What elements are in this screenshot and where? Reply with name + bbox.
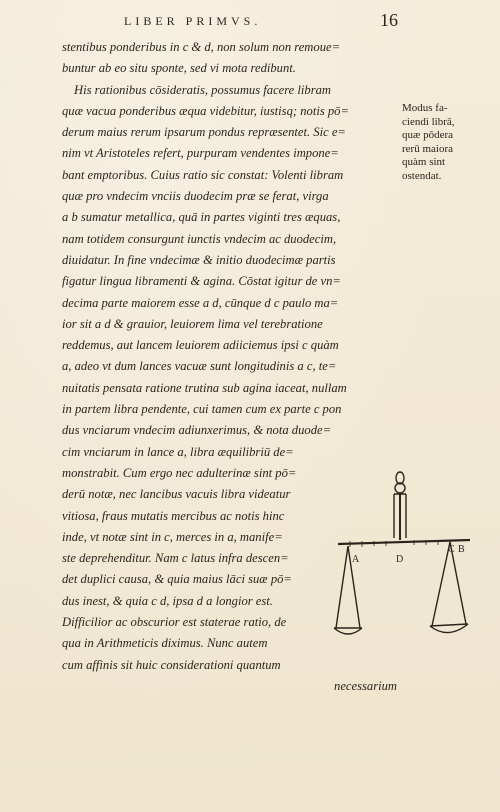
- text-line: buntur ab eo situ sponte, sed vi mota redibunt.: [62, 61, 296, 76]
- running-head: [0, 10, 500, 34]
- text-line: nuitatis pensata ratione trutina sub agina iaceat, nullam: [62, 380, 347, 395]
- text-line: reddemus, aut lancem leuiorem adiiciemus ipsi c quàm: [62, 338, 339, 353]
- text-line: decima parte maiorem esse a d, cūnque d c paulo ma=: [62, 295, 339, 310]
- figure-label-d: D: [396, 554, 404, 565]
- text-line: cim vnciarum in lance a, libra æquilibriū de=: [62, 444, 294, 459]
- text-line: a, adeo vt dum lances vacuæ sunt longitudinis a c, te=: [62, 359, 337, 374]
- text-line: monstrabit. Cum ergo nec adulterinæ sint pō=: [62, 465, 297, 480]
- text-line: in partem libra pendente, cui tamen cum ex parte c pon: [62, 402, 342, 417]
- text-line: dus vnciarum vndecim adiunxerimus, & nota duode=: [62, 423, 332, 438]
- text-line: Difficilior ac obscurior est staterae ratio, de: [62, 615, 287, 630]
- text-line: nam totidem consurgunt iunctis vndecim ac duodecim,: [62, 231, 337, 246]
- text-line: a b sumatur metallica, quā in partes viginti tres æquas,: [62, 210, 341, 225]
- text-line: derum maius rerum ipsarum pondus repræsentet. Sic e=: [62, 125, 346, 140]
- text-line: figatur lingua libramenti & agina. Cōstat igitur de vn=: [62, 274, 341, 289]
- margin-note-line: rerū maiora: [402, 142, 453, 155]
- text-line: dus inest, & quia c d, ipsa d a longior est.: [62, 593, 273, 608]
- running-title: LIBER PRIMVS.: [124, 14, 262, 28]
- balance-scale-figure: [330, 468, 480, 648]
- text-line: vitiosa, fraus mutatis mercibus ac notis hinc: [62, 508, 285, 523]
- margin-note-line: quæ pōdera: [402, 129, 454, 141]
- text-line: His rationibus cōsideratis, possumus facere libram: [74, 82, 332, 97]
- text-line: diuidatur. In fine vndecimæ & initio duodecimæ partis: [62, 252, 336, 267]
- text-line: ste deprehenditur. Nam c latus infra descen=: [62, 551, 289, 566]
- figure-label-b: B: [458, 544, 465, 555]
- text-line: qua in Arithmeticis diximus. Nunc autem: [62, 636, 268, 651]
- text-line: inde, vt notæ sint in c, merces in a, manife=: [62, 529, 283, 544]
- catchword: necessarium: [334, 678, 397, 693]
- text-line: quæ pro vndecim vnciis duodecim præ se ferat, virga: [62, 189, 329, 204]
- margin-note-line: ciendi librā,: [402, 115, 455, 128]
- text-line: derū notæ, nec lancibus vacuis libra videatur: [62, 487, 291, 502]
- margin-note-line: ostendat.: [402, 169, 442, 182]
- text-line: nim vt Aristoteles refert, purpuram vendentes impone=: [62, 146, 339, 161]
- figure-label-a: A: [352, 554, 360, 565]
- text-line: quæ vacua ponderibus æqua videbitur, iustisq; notis pō=: [62, 103, 349, 118]
- text-line: cum affinis sit huic considerationi quantum: [62, 657, 281, 672]
- text-line: bant emptoribus. Cuius ratio sic constat: Volenti libram: [62, 167, 344, 182]
- text-line: det duplici causa, & quia maius lāci suæ pō=: [62, 572, 292, 587]
- page-number: 16: [380, 10, 398, 30]
- margin-note-line: quàm sint: [402, 156, 446, 168]
- figure-label-c: C: [448, 544, 455, 555]
- text-line: stentibus ponderibus in c & d, non solum non remoue=: [62, 40, 341, 54]
- margin-note: [402, 102, 494, 183]
- margin-note-line: Modus fa-: [402, 102, 448, 114]
- text-line: ior sit a d & grauior, leuiorem lima vel terebratione: [62, 316, 323, 331]
